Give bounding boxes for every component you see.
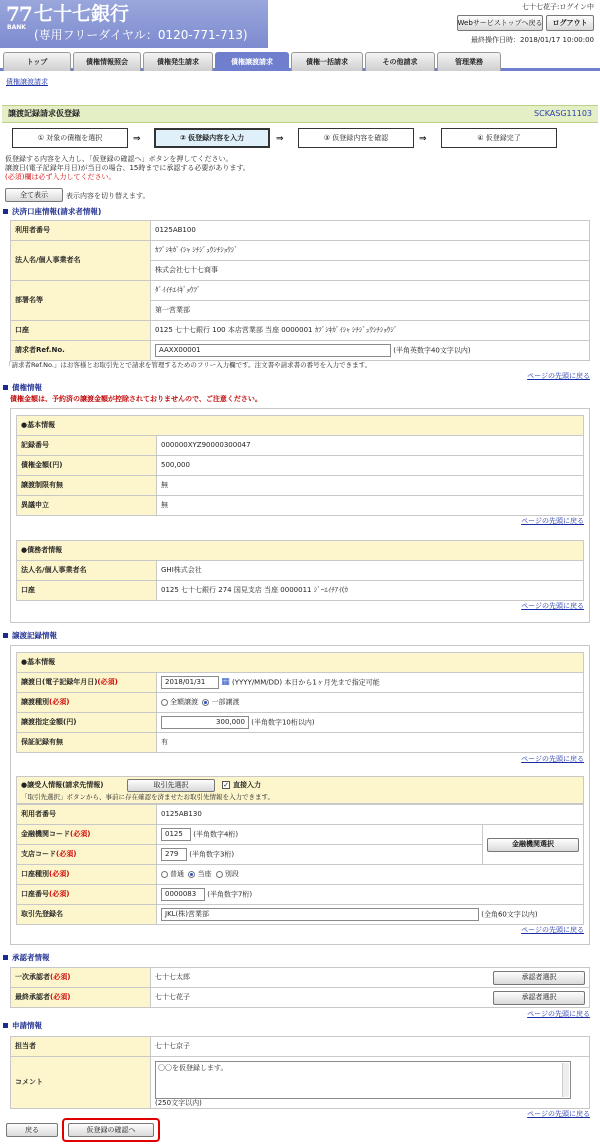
label: 最終承認者 xyxy=(15,993,50,1002)
table-row xyxy=(17,581,584,601)
label: 記録番号 xyxy=(17,436,157,456)
confirm-registration-button[interactable]: 仮登録の確認へ xyxy=(68,1123,154,1137)
bank-select-button[interactable]: 金融機関選択 xyxy=(487,838,579,852)
instruction-line: 仮登録する内容を入力し、「仮登録の確認へ」ボタンを押してください。 xyxy=(5,155,233,163)
receiver-note: 「取引先選択」ボタンから、事前に存在確認を済ませたお取引先情報を入力できます。 xyxy=(21,793,274,801)
section-marker xyxy=(3,633,8,638)
tab-other-request[interactable]: その他請求 xyxy=(365,52,435,71)
table-row xyxy=(11,1057,590,1109)
main-tabs xyxy=(0,50,600,71)
table-row xyxy=(17,653,584,673)
tab-management[interactable]: 管理業務 xyxy=(437,52,501,71)
value: 0125 七十七銀行 274 国見支店 当座 0000011 ｼﾞｰｴｲﾁｱｲ(ｶ xyxy=(157,581,584,601)
required-mark: (必須) xyxy=(49,870,70,879)
label: 一次承認者 xyxy=(15,973,50,982)
bank-code-input[interactable]: 0125 xyxy=(161,828,191,841)
required-mark: (必須) xyxy=(49,890,70,899)
table-row xyxy=(17,561,584,581)
textarea-scrollbar[interactable] xyxy=(562,1063,569,1097)
value: 七十七京子 xyxy=(151,1037,590,1057)
section-title: 承認者情報 xyxy=(12,953,50,962)
table-row xyxy=(11,281,590,301)
value: 有 xyxy=(157,733,584,753)
subheading: ●債務者情報 xyxy=(17,541,584,561)
page-top-link[interactable]: ページの先頭に戻る xyxy=(527,1010,590,1018)
tab-credit-inquiry[interactable]: 債権情報照会 xyxy=(73,52,141,71)
radio-label: 別段 xyxy=(224,870,239,879)
section-marker xyxy=(3,955,8,960)
value: GHI株式会社 xyxy=(157,561,584,581)
label: 口座種別 xyxy=(21,870,49,879)
label: 口座 xyxy=(17,581,157,601)
table-row xyxy=(11,221,590,241)
step-arrow: ⇒ xyxy=(276,134,284,144)
step-3: ③ 仮登録内容を確認 xyxy=(298,128,414,148)
step-1: ① 対象の債権を選択 xyxy=(12,128,128,148)
section-credit-info xyxy=(3,383,42,392)
partner-select-button[interactable]: 取引先選択 xyxy=(127,779,215,792)
subheading: ●基本情報 xyxy=(17,416,584,436)
section-transfer-info xyxy=(3,631,57,640)
label: 譲渡種別 xyxy=(21,698,49,707)
table-row xyxy=(17,713,584,733)
page-top-link[interactable]: ページの先頭に戻る xyxy=(521,602,584,610)
step-2-current: ② 仮登録内容を入力 xyxy=(154,128,270,148)
instructions xyxy=(5,155,250,182)
label: 利用者番号 xyxy=(11,221,151,241)
instruction-line: 譲渡日(電子記録年月日)が当日の場合、15時までに承認する必要があります。 xyxy=(5,164,250,172)
table-row xyxy=(17,885,584,905)
show-all-text: 表示内容を切り替えます。 xyxy=(66,192,150,200)
direct-input-label: 直接入力 xyxy=(233,781,261,789)
logo-bank-text: BANK xyxy=(7,24,26,31)
value: 0125 七十七銀行 100 本店営業部 当座 0000001 ｶﾌﾞｼｷｶﾞｲｼｬ ｼﾁｼﾞｭｳｼﾁｼｮｳｼﾞ xyxy=(151,321,590,341)
account-number-input[interactable]: 0000083 xyxy=(161,888,205,901)
branch-code-input[interactable]: 279 xyxy=(161,848,187,861)
show-all-button[interactable]: 全て表示 xyxy=(5,188,63,202)
subheading: ●基本情報 xyxy=(17,653,584,673)
label: 口座番号 xyxy=(21,890,49,899)
table-row xyxy=(17,456,584,476)
credit-warning: 債権金額は、予約済の譲渡金額が控除されておりませんので、ご注意ください。 xyxy=(10,395,262,403)
logo-number: 77 xyxy=(6,2,32,26)
required-mark: (必須) xyxy=(50,973,71,982)
table-row xyxy=(11,321,590,341)
required-mark: (必須) xyxy=(56,850,77,859)
breadcrumb[interactable]: 債権譲渡請求 xyxy=(6,78,48,86)
section-payment-account xyxy=(3,207,101,216)
calendar-icon[interactable]: ▦ xyxy=(221,677,230,688)
value: 株式会社七十七商事 xyxy=(151,261,590,281)
table-row xyxy=(17,673,584,693)
table-row xyxy=(17,496,584,516)
section-title: 譲渡記録情報 xyxy=(12,631,57,640)
phone-number: (専用フリーダイヤル：0120-771-713) xyxy=(34,28,248,42)
value: 七十七花子 xyxy=(151,988,490,1008)
hint: (YYYY/MM/DD) 本日から1ヶ月先まで指定可能 xyxy=(231,678,380,687)
value: 0125AB100 xyxy=(151,221,590,241)
tab-credit-transfer[interactable]: 債権譲渡請求 xyxy=(215,52,289,71)
subheading: ●譲受人情報(請求先情報) xyxy=(21,781,104,789)
page-top-link[interactable]: ページの先頭に戻る xyxy=(521,755,584,763)
radio-label: 当座 xyxy=(197,870,212,879)
required-mark: (必須) xyxy=(70,830,91,839)
label: コメント xyxy=(11,1057,151,1109)
credit-basic-table xyxy=(16,415,584,516)
radio-label: 普通 xyxy=(170,870,184,879)
table-row xyxy=(17,865,584,885)
login-user: 七十七花子:ログイン中 xyxy=(521,3,594,11)
label: 利用者番号 xyxy=(17,805,157,825)
bank-name: 七十七銀行 xyxy=(34,3,130,25)
value: 0125AB130 xyxy=(157,805,584,825)
label: 部署名等 xyxy=(11,281,151,321)
table-row xyxy=(17,416,584,436)
receiver-header xyxy=(16,776,584,804)
direct-input-checkbox[interactable]: ✓ xyxy=(223,781,229,789)
radio-partial-transfer[interactable] xyxy=(202,699,209,706)
hint: (半角数字3桁) xyxy=(189,850,235,859)
debtor-table xyxy=(16,540,584,601)
back-button[interactable]: 戻る xyxy=(6,1123,58,1137)
section-title: 債権情報 xyxy=(12,383,42,392)
hint: (半角数字4桁) xyxy=(193,830,239,839)
step-arrow: ⇒ xyxy=(133,134,141,144)
amount-input[interactable]: 300,000 xyxy=(161,716,249,729)
step-4: ④ 仮登録完了 xyxy=(441,128,557,148)
required-mark: (必須) xyxy=(97,678,118,687)
section-marker xyxy=(3,209,8,214)
value: ﾀﾞｲｲﾁｴｲｷﾞｮｳﾌﾞ xyxy=(151,281,590,301)
table-row xyxy=(17,805,584,825)
transfer-basic-table xyxy=(16,652,584,753)
bank-logo xyxy=(0,0,268,48)
table-row xyxy=(11,1037,590,1057)
last-login-time: 最終操作日時：2018/01/17 10:00:00 xyxy=(470,36,594,44)
label: 譲渡日(電子記録年月日) xyxy=(21,678,98,687)
table-row xyxy=(17,436,584,456)
value: 500,000 xyxy=(157,456,584,476)
comment-textarea[interactable] xyxy=(155,1061,571,1099)
table-row xyxy=(11,988,590,1008)
table-row xyxy=(17,541,584,561)
comment-text: 〇〇を仮登録します。 xyxy=(158,1063,228,1072)
logout-button[interactable]: ログアウト xyxy=(546,15,594,31)
table-row xyxy=(17,476,584,496)
receiver-table xyxy=(16,804,584,925)
label: 金融機関コード xyxy=(21,830,70,839)
payment-account-table xyxy=(10,220,590,361)
partner-name-input[interactable]: JKL(株)営業部 xyxy=(161,908,479,921)
first-approver-select-button[interactable]: 承認者選択 xyxy=(493,971,585,985)
label: 保証記録有無 xyxy=(17,733,157,753)
page-top-link[interactable]: ページの先頭に戻る xyxy=(521,926,584,934)
label: 担当者 xyxy=(11,1037,151,1057)
radio-full-transfer[interactable] xyxy=(161,699,168,706)
page-top-link[interactable]: ページの先頭に戻る xyxy=(527,1110,590,1118)
section-marker xyxy=(3,1023,8,1028)
hint: (半角数字10桁以内) xyxy=(251,718,315,727)
label: 譲渡制限有無 xyxy=(17,476,157,496)
label: 債権金額(円) xyxy=(17,456,157,476)
section-approver-info xyxy=(3,953,50,962)
page-title: 譲渡記録請求仮登録 xyxy=(8,109,80,119)
required-mark: (必須) xyxy=(50,993,71,1002)
radio-ordinary[interactable] xyxy=(161,871,168,878)
hint: (半角英数字40文字以内) xyxy=(393,346,471,355)
table-row xyxy=(17,733,584,753)
label: 口座 xyxy=(11,321,151,341)
tab-bulk-request[interactable]: 債権一括請求 xyxy=(291,52,363,71)
hint: (半角数字7桁) xyxy=(207,890,253,899)
section-marker xyxy=(3,385,8,390)
radio-label: 全額譲渡 xyxy=(170,698,198,707)
page-title-bar xyxy=(2,105,598,123)
value: 無 xyxy=(157,476,584,496)
table-row xyxy=(11,968,590,988)
value: ｶﾌﾞｼｷｶﾞｲｼｬ ｼﾁｼﾞｭｳｼﾁｼｮｳｼﾞ xyxy=(151,241,590,261)
tab-top[interactable]: トップ xyxy=(3,52,71,71)
transfer-date-input[interactable]: 2018/01/31 xyxy=(161,676,219,689)
page-top-link[interactable]: ページの先頭に戻る xyxy=(527,372,590,380)
web-service-top-button[interactable]: Webサービストップへ戻る xyxy=(457,15,543,31)
table-row xyxy=(17,825,584,845)
label: 法人名/個人事業者名 xyxy=(11,241,151,281)
section-application-info xyxy=(3,1021,42,1030)
page-top-link[interactable]: ページの先頭に戻る xyxy=(521,517,584,525)
ref-no-note: 「請求者Ref.No.」はお客様とお取引先とで請求を管理するためのフリー入力欄です。注文書や請求書の番号を入力できます。 xyxy=(5,361,372,369)
label: 請求者Ref.No. xyxy=(11,341,151,361)
screen-code: SCKASG11103 xyxy=(534,109,592,119)
final-approver-select-button[interactable]: 承認者選択 xyxy=(493,991,585,1005)
section-title: 申請情報 xyxy=(12,1021,42,1030)
value: 七十七太郎 xyxy=(151,968,490,988)
radio-special[interactable] xyxy=(216,871,223,878)
radio-current[interactable] xyxy=(188,871,195,878)
value: 無 xyxy=(157,496,584,516)
header xyxy=(0,0,600,48)
tab-credit-issue[interactable]: 債権発生請求 xyxy=(143,52,213,71)
instruction-line-required: (必須)欄は必ず入力してください。 xyxy=(5,173,116,181)
value: 第一営業部 xyxy=(151,301,590,321)
table-row xyxy=(11,241,590,261)
table-row xyxy=(17,905,584,925)
required-mark: (必須) xyxy=(49,698,70,707)
label: 支店コード xyxy=(21,850,56,859)
application-table xyxy=(10,1036,590,1109)
hint: (全角60文字以内) xyxy=(481,910,538,919)
step-arrow: ⇒ xyxy=(419,134,427,144)
label: 法人名/個人事業者名 xyxy=(17,561,157,581)
radio-label: 一部譲渡 xyxy=(211,698,240,707)
value: 000000XYZ90000300047 xyxy=(157,436,584,456)
table-row xyxy=(11,341,590,361)
approver-table xyxy=(10,967,590,1008)
label: 異議申立 xyxy=(17,496,157,516)
ref-no-input[interactable]: AAXX00001 xyxy=(155,344,391,357)
section-title: 決済口座情報(請求者情報) xyxy=(12,207,102,216)
label: 取引先登録名 xyxy=(17,905,157,925)
label: 譲渡指定金額(円) xyxy=(17,713,157,733)
hint: (250文字以内) xyxy=(155,1098,202,1107)
table-row xyxy=(17,693,584,713)
